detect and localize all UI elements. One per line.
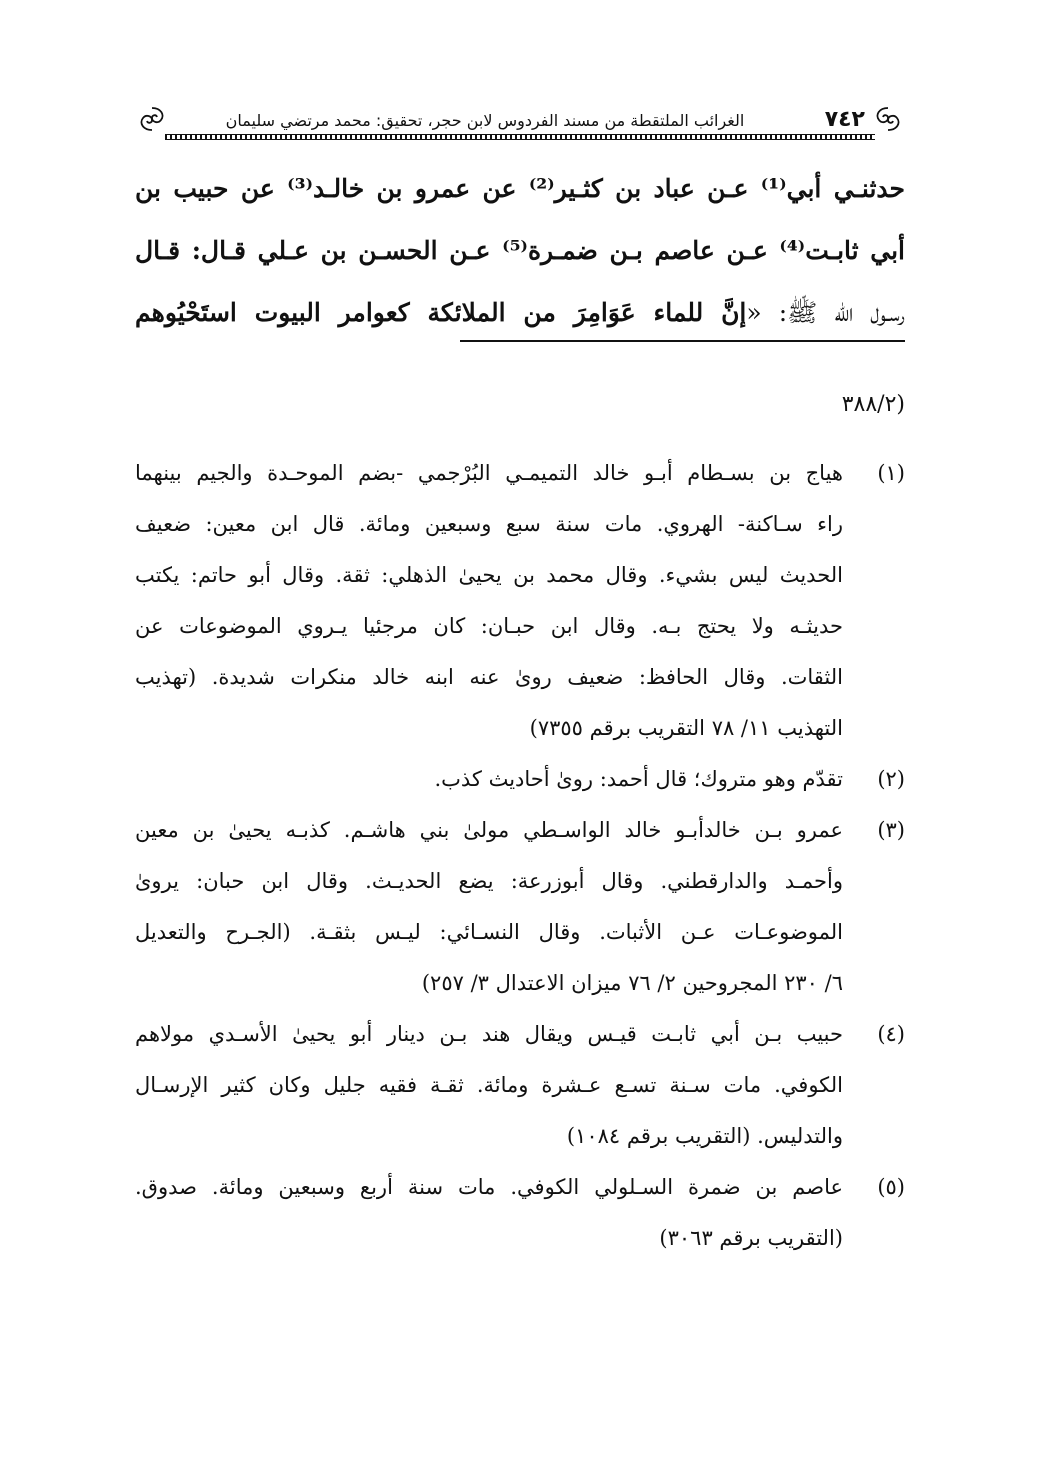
footnote-number: (٣) [877, 818, 905, 842]
footnotes [135, 448, 905, 1264]
footnote-line: الثقات. وقال الحافظ: ضعيف روىٰ عنه ابنه خالد منكرات شديدة. (تهذيب [135, 665, 843, 689]
footnote-line: (التقريب برقم ٣٠٦٣) [659, 1226, 843, 1250]
hadith-quote: إنَّ للماء عَوَامِرَ من الملائكة كعوامر البيوت استَحْيُوهم [135, 298, 747, 327]
main-text [135, 160, 905, 346]
footnote-line: الموضوعـات عـن الأثبات. وقال النسـائي: ليـس بثقـة. (الجـرح والتعديل [135, 920, 843, 944]
footnote-separator [460, 340, 905, 342]
footnote-line: التهذيب ١١/ ٧٨ التقريب برقم ٧٣٥٥) [529, 716, 843, 740]
footnote-number: (٤) [877, 1022, 905, 1046]
running-title: الغرائب الملتقطة من مسند الفردوس لابن حجر، تحقيق: محمد مرتضي سليمان [225, 111, 745, 130]
footnote-line: الكوفي. مات سـنة تسـع عـشرة ومائة. ثقـة فقيه جليل وكان كثير الإرسـال [135, 1073, 843, 1097]
footnote-continuation: (٣٨٨/٢ [841, 392, 905, 417]
footnote-line: حديثـه ولا يحتج بـه. وقال ابن حبـان: كان مرجئيا يـروي الموضوعات عن [135, 614, 843, 638]
main-text-line: أبي ثابـت⁽⁴⁾ عـن عاصم بـن ضمـرة⁽⁵⁾ عـن الحسـن بن عـلي قـال: قـال [135, 236, 905, 265]
footnote-line: والتدليس. (التقريب برقم ١٠٨٤) [566, 1124, 843, 1148]
footnote [135, 805, 905, 1009]
footnote-line: وأحمـد والدارقطني. وقال أبوزرعة: يضع الحديـث. وقال ابن حبان: يروىٰ [135, 869, 843, 893]
footnote [135, 1009, 905, 1162]
page-header [135, 103, 905, 139]
footnote-line: تقدّم وهو متروك؛ قال أحمد: روىٰ أحاديث كذب. [434, 767, 843, 791]
footnote-line: ٦/ ٢٣٠ المجروحين ٢/ ٧٦ ميزان الاعتدال ٣/ ٢٥٧) [421, 971, 843, 995]
footnote-number: (٥) [877, 1175, 905, 1199]
footnote-line: عاصم بن ضمرة السـلولي الكوفي. مات سنة أربع وسبعين ومائة. صدوق. [135, 1175, 843, 1199]
footnote-line: هياج بن بسـطام أبـو خالد التميمـي البُرْجمي -بضم الموحـدة والجيم بينهما [135, 461, 843, 485]
hadith-intro: رسـول الله ﷺ: « [746, 298, 905, 327]
footnote [135, 448, 905, 754]
page-number: ٧٤٢ [824, 107, 865, 132]
header-rule [165, 134, 875, 140]
footnote-number: (٢) [877, 767, 905, 791]
footnote-line: الحديث ليس بشيء. وقال محمد بن يحيىٰ الذهلي: ثقة. وقال أبو حاتم: يكتب [135, 563, 843, 587]
footnote-line: عمرو بـن خالدأبـو خالد الواسـطي مولىٰ بني هاشـم. كذبـه يحيىٰ بن معين [135, 818, 843, 842]
footnote [135, 754, 905, 805]
ornament-icon [135, 105, 169, 133]
footnote-line: حبيب بـن أبي ثابـت قيـس ويقال هند بـن دينار أبو يحيىٰ الأسـدي مولاهم [135, 1022, 843, 1046]
ornament-icon [871, 105, 905, 133]
footnote-line: راء سـاكنة- الهروي. مات سنة سبع وسبعين ومائة. قال ابن معين: ضعيف [135, 512, 843, 536]
main-text-line [135, 284, 905, 346]
footnote [135, 1162, 905, 1264]
footnote-number: (١) [877, 461, 905, 485]
main-text-line: حدثنـي أبي⁽¹⁾ عـن عباد بن كثـير⁽²⁾ عن عمرو بن خالـد⁽³⁾ عن حبيب بن [135, 174, 905, 203]
